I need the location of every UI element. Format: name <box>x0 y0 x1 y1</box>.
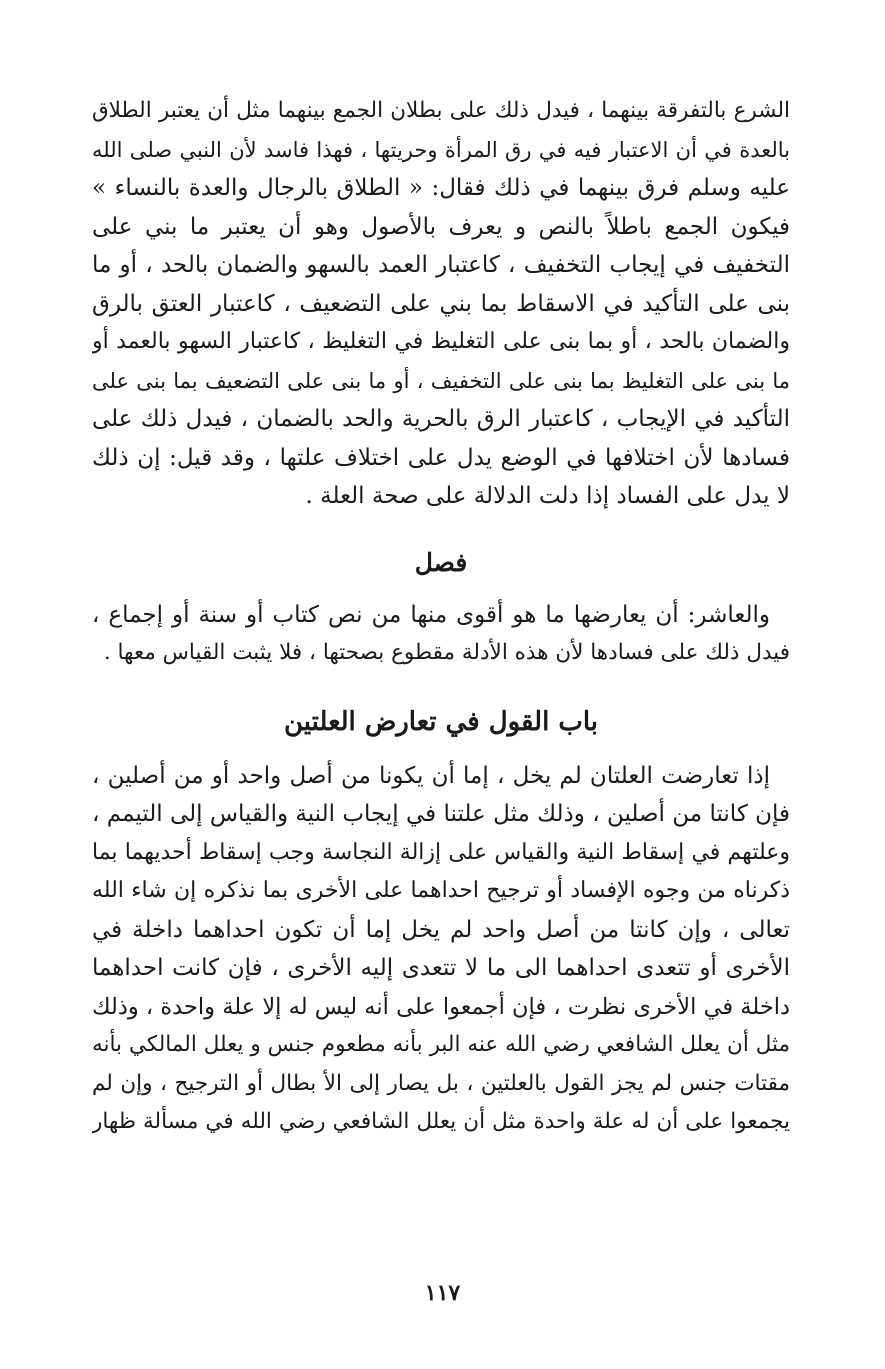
paragraph-2 <box>92 596 790 673</box>
page-body <box>92 92 790 1142</box>
text-line: والضمان بالحد ، أو بما بنى على التغليظ في التغليظ ، كاعتبار السهو بالعمد أو <box>92 329 790 354</box>
text-line: يجمعوا على أن له علة واحدة مثل أن يعلل الشافعي رضي الله في مسألة ظهار <box>92 1109 790 1134</box>
text-line: وعلتهم في إسقاط النية والقياس على إزالة النجاسة وجب إسقاط أحديهما بما <box>92 839 790 865</box>
text-line: فإن كانتا من أصلين ، وذلك مثل علتنا في إيجاب النية والقياس إلى التيمم ، <box>92 801 790 827</box>
text-line: التخفيف في إيجاب التخفيف ، كاعتبار العمد بالسهو والضمان بالحد ، أو ما <box>92 252 790 278</box>
text-line: والعاشر: أن يعارضها ما هو أقوى منها من نص كتاب أو سنة أو إجماع ، <box>92 601 770 628</box>
text-line: لا يدل على الفساد إذا دلت الدلالة على صحة العلة . <box>305 483 790 509</box>
chapter-heading: باب القول في تعارض العلتين <box>283 706 599 737</box>
text-line: الأخرى أو تتعدى احداهما الى ما لا تتعدى إليه الأخرى ، فإن كانت احداهما <box>92 955 790 981</box>
paragraph-1 <box>92 92 790 516</box>
text-line: عليه وسلم فرق بينهما في ذلك فقال: « الطلاق بالرجال والعدة بالنساء » <box>92 175 790 201</box>
text-line: مقتات جنس لم يجز القول بالعلتين ، بل يصار إلى الأ بطال أو الترجيح ، وإن لم <box>92 1070 790 1096</box>
text-line: الشرع بالتفرقة بينهما ، فيدل ذلك على بطلان الجمع بينهما مثل أن يعتبر الطلاق <box>92 98 790 123</box>
text-line: بنى على التأكيد في الاسقاط بما بني على التضعيف ، كاعتبار العتق بالرق <box>92 290 790 317</box>
paragraph-3 <box>92 757 790 1142</box>
text-line: تعالى ، وإن كانتا من أصل واحد لم يخل إما أن تكون احداهما داخلة في <box>92 916 790 943</box>
text-line: مثل أن يعلل الشافعي رضي الله عنه البر بأنه مطعوم جنس و يعلل المالكي بأنه <box>92 1032 790 1057</box>
text-line: ذكرناه من وجوه الإفساد أو ترجيح احداهما على الأخرى بما نذكره إن شاء الله <box>92 878 790 903</box>
text-line: فيدل ذلك على فسادها لأن هذه الأدلة مقطوع بصحتها ، فلا يثبت القياس معها . <box>103 640 790 665</box>
text-line: إذا تعارضت العلتان لم يخل ، إما أن يكونا من أصل واحد أو من أصلين ، <box>92 762 770 789</box>
text-line: بالعدة في أن الاعتبار فيه في رق المرأة وحريتها ، فهذا فاسد لأن النبي صلى الله <box>92 137 790 162</box>
text-line: التأكيد في الإيجاب ، كاعتبار الرق بالحرية والحد بالضمان ، فيدل ذلك على <box>92 406 790 432</box>
section-heading: فصل <box>414 547 468 577</box>
text-line: ما بنى على التغليظ بما بنى على التخفيف ، أو ما بنى على التضعيف بما بنى على <box>92 368 790 393</box>
text-line: فسادها لأن اختلافها في الوضع يدل على اختلاف علتها ، وقد قيل: إن ذلك <box>92 444 790 471</box>
text-line: فيكون الجمع باطلاً بالنص و يعرف بالأصول وهو أن يعتبر ما بني على <box>92 213 790 240</box>
page-number: ١١٧ <box>424 1280 461 1306</box>
text-line: داخلة في الأخرى نظرت ، فإن أجمعوا على أنه ليس له إلا علة واحدة ، وذلك <box>92 993 790 1020</box>
